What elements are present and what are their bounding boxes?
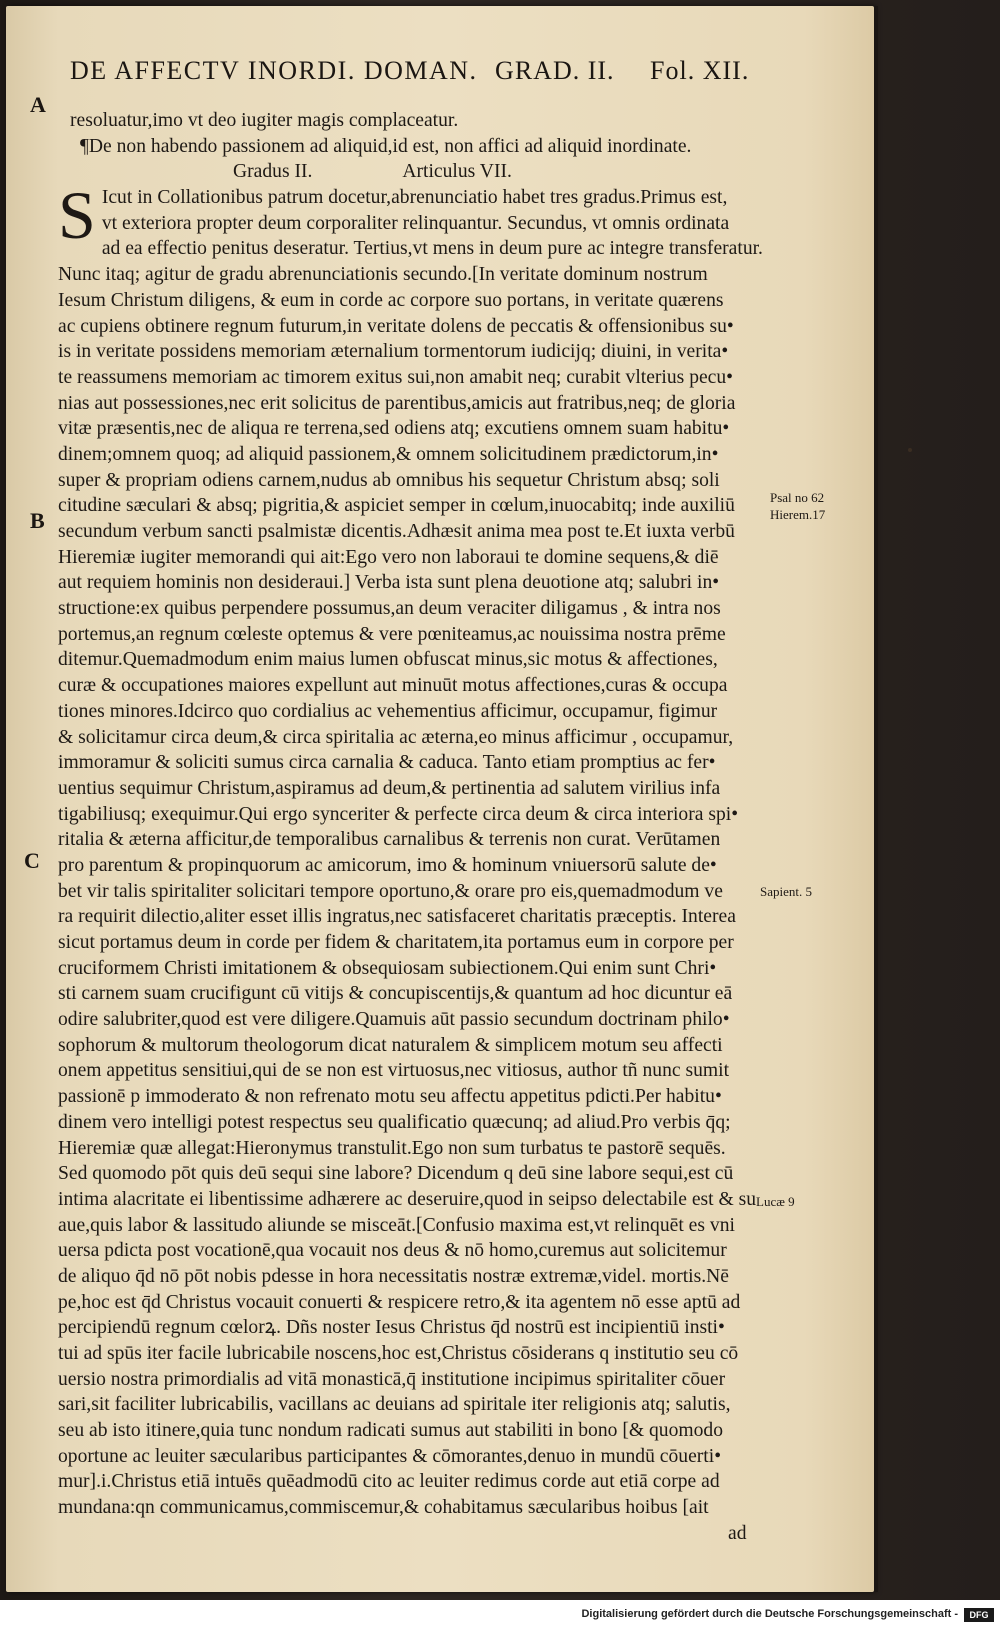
dfg-logo: DFG xyxy=(964,1608,994,1622)
text-line: sophorum & multorum theologorum dicat naturalem & simplicem motum seu affecti xyxy=(58,1034,723,1056)
text-line: immoramur & soliciti sumus circa carnalia & caduca. Tanto etiam promptius ac fer• xyxy=(58,752,716,774)
text-line: Icut in Collationibus patrum docetur,abrenunciatio habet tres gradus.Primus est, xyxy=(101,187,728,209)
text-line: odire salubriter,quod est vere diligere.Quamuis aūt passio secundum doctrinam philo• xyxy=(58,1009,730,1031)
text-line: sti carnem suam crucifigunt cū vitijs & concupiscentijs,& quantum ad hoc dicuntur eā xyxy=(58,983,733,1005)
running-head-title: DE AFFECTV INORDI. DOMAN. xyxy=(70,56,478,85)
text-line: citudine sæculari & absq; pigritia,& aspiciet semper in cœlum,inuocabitq; inde auxiliū xyxy=(58,495,735,517)
text-line: Sed quomodo pōt quis deū sequi sine labore? Dicendum q deū sine labore sequi,est cū xyxy=(58,1163,734,1185)
text-line: ra requirit dilectio,aliter esset illis ingratus,nec satisfaceret charitatis præceptis. Interea xyxy=(58,906,736,928)
text-line: te reassumens memoriam ac timorem exitus sui,non amabit neq; curabit vlterius pecu• xyxy=(58,366,734,388)
text-line: Nunc itaq; agitur de gradu abrenunciationis secundo.[In veritate dominum nostrum xyxy=(58,264,708,286)
text-line: pe,hoc est q̄d Christus vocauit conuerti & respicere retro,& ita agentem nō esse aptū ad xyxy=(58,1291,741,1313)
text-line: de aliquo q̄d nō pōt nobis pdesse in hora necessitatis nostræ extremæ,videl. mortis.Nē xyxy=(58,1265,729,1287)
ink-spot xyxy=(908,448,912,452)
text-line: uersa pdicta post vocationē,qua vocauit nos deus & nō homo,curemus aut solicitemur xyxy=(58,1240,727,1262)
text-line: ad ea effectio penitus deseratur. Tertius,vt mens in deum pure ac integre transferatur. xyxy=(101,238,763,260)
text-line: percipiendū regnum cœlorꝝ. Dñs noster Iesus Christus q̄d nostrū est incipientiū insti• xyxy=(58,1317,725,1339)
text-line: mur].i.Christus etiā intuēs quēadmodū cito ac leuiter redimus corde aut etiā corpe ad xyxy=(58,1471,720,1493)
heading-gradus: Gradus II. xyxy=(233,161,313,183)
text-line: aut requiem hominis non desideraui.] Verba ista sunt plena deuotione atq; salubri in• xyxy=(58,572,720,594)
margin-note-hieremias: Hierem.17 xyxy=(770,507,826,522)
text-line: nias aut possessiones,nec erit solicitus de parentibus,amicis aut fratribus,neq; de gloria xyxy=(58,392,736,414)
section-letter-a: A xyxy=(30,92,46,117)
text-line: resoluatur,imo vt deo iugiter magis complaceatur. xyxy=(70,110,459,131)
text-line: ritalia & æterna afficitur,de temporalibus carnalibus & terrenis non curat. Verūtamen xyxy=(58,829,721,851)
text-line: ditemur.Quemadmodum enim maius lumen obfuscat minus,sic motus & affectiones, xyxy=(58,649,718,671)
text-line: oportune ac leuiter sæcularibus participantes & cōmorantes,denuo in mundū cōuerti• xyxy=(58,1445,722,1467)
text-line: dinem vero intelligi potest respectus seu qualificatio quæcunq; ad aliud.Pro verbis q̄q; xyxy=(58,1111,731,1133)
text-line: secundum verbum sancti psalmistæ dicentis.Adhæsit anima mea post te.Et iuxta verbū xyxy=(58,521,735,542)
text-line: mundana:qn communicamus,commiscemur,& cohabitamus sæcularibus hoibus [ait xyxy=(58,1497,709,1519)
heading-articulus: Articulus VII. xyxy=(402,161,512,183)
text-line: dinem;omnem quoq; ad aliquid passionem,& omnem solicitudinem prædictorum,in• xyxy=(58,443,719,465)
text-line: sicut portamus deum in corde per fidem & charitatem,ita portamus eum in corpore per xyxy=(58,932,734,953)
margin-note-lucas: Lucæ 9 xyxy=(756,1194,795,1209)
text-line: pro parentum & propinquorum ac amicorum, imo & hominum vniuersorū salute de• xyxy=(58,854,717,876)
section-heading: ¶De non habendo passionem ad aliquid,id est, non affici ad aliquid inordinate. xyxy=(80,135,692,157)
text-line: uentius sequimur Christum,aspiramus ad deum,& pertinentia ad salutem virilius infa xyxy=(58,777,721,799)
text-line: Iesum Christum diligens, & eum in corde ac corpore suo portans, in veritate quærens xyxy=(58,289,724,311)
text-line: tigabiliusq; exequimur.Qui ergo synceriter & perfecte circa deum & circa interiora spi• xyxy=(58,803,739,825)
text-line: vt exteriora propter deum corporaliter relinquantur. Secundus, vt omnis ordinata xyxy=(101,212,730,234)
margin-note-psalm: Psal no 62 xyxy=(770,490,825,505)
footer-bar xyxy=(0,1600,1000,1632)
text-line: & solicitamur circa deum,& circa spiritalia ac æterna,eo minus afficimur , occupamur, xyxy=(58,726,734,748)
text-line: super & propriam odiens carnem,nudus ab omnibus his sequetur Christum absq; soli xyxy=(58,469,720,491)
text-line: Hieremiæ quæ allegat:Hieronymus transtulit.Ego non sum turbatus te pastorē sequēs. xyxy=(58,1137,726,1159)
folio-number: Fol. XII. xyxy=(650,56,750,85)
body-text xyxy=(58,108,778,1547)
text-line: passionē p immoderato & non refrenato motu seu affectu appetitus pdicti.Per habitu• xyxy=(58,1086,722,1108)
text-line: curæ & occupationes maiores expellunt aut minuūt motus affectiones,curas & occupa xyxy=(58,675,728,697)
text-line: bet vir talis spiritaliter solicitari tempore oportuno,& orare pro eis,quemadmodum ve xyxy=(58,880,723,902)
text-line: is in veritate possidens memoriam æternalium tormentorum iudicijq; diuini, in verita• xyxy=(58,341,729,363)
catchword: ad xyxy=(728,1522,747,1544)
section-letter-b: B xyxy=(30,508,45,533)
text-line: onem appetitus sensitiui,qui de se non est virtuosus,nec vitiosus, author tñ nunc sumit xyxy=(58,1060,730,1082)
running-head-grade: GRAD. II. xyxy=(495,56,615,85)
margin-note-sapientia: Sapient. 5 xyxy=(760,884,812,899)
text-line: structione:ex quibus perpendere possumus,an deum veraciter diligamus , & intra nos xyxy=(58,598,721,620)
text-line: ac cupiens obtinere regnum futurum,in veritate dolens de peccatis & offensionibus su• xyxy=(58,315,734,337)
text-line: seu ab isto itinere,quia tunc nondum radicati sumus aut stabiliti in bono [& quomodo xyxy=(58,1420,724,1442)
text-line: tui ad spūs iter facile lubricabile noscens,hoc est,Christus cōsiderans q institutio seu cō xyxy=(58,1343,739,1364)
text-line: portemus,an regnum cœleste optemus & vere pœniteamus,ac nouissima nostra prēme xyxy=(58,623,726,645)
text-line: tiones minores.Idcirco quo cordialius ac vehementius afficimur, occupamur, figimur xyxy=(58,700,718,722)
text-line: cruciformem Christi imitationem & obsequiosam subiectionem.Qui enim sunt Chri• xyxy=(58,957,717,979)
text-line: uersio nostra primordialis ad vitā monasticā,q̄ institutione incipimus spiritaliter cōuer xyxy=(58,1368,726,1390)
text-line: intima alacritate ei libentissime adhærere ac deseruire,quod in seipso delectabile est & su xyxy=(58,1188,757,1210)
text-line: sari,sit faciliter lubricabilis, vacillans ac deuians ad spiritale iter religionis atq; salutis, xyxy=(58,1394,731,1416)
grade-article-heading xyxy=(58,159,778,185)
page-edge xyxy=(874,6,878,1592)
text-line: aue,quis labor & lassitudo aliunde se misceāt.[Confusio maxima est,vt relinquēt es vni xyxy=(58,1214,735,1236)
drop-cap: S xyxy=(58,177,96,254)
text-line: vitæ præsentis,nec de aliqua re terrena,sed odiens atq; excutiens omnem suam habitu• xyxy=(58,418,730,440)
section-letter-c: C xyxy=(24,848,40,873)
running-head xyxy=(70,56,770,86)
text-line: Hieremiæ iugiter memorandi qui ait:Ego vero non laboraui te domine sequens,& diē xyxy=(58,546,719,568)
funding-credit: Digitalisierung gefördert durch die Deutsche Forschungsgemeinschaft - xyxy=(581,1608,958,1620)
